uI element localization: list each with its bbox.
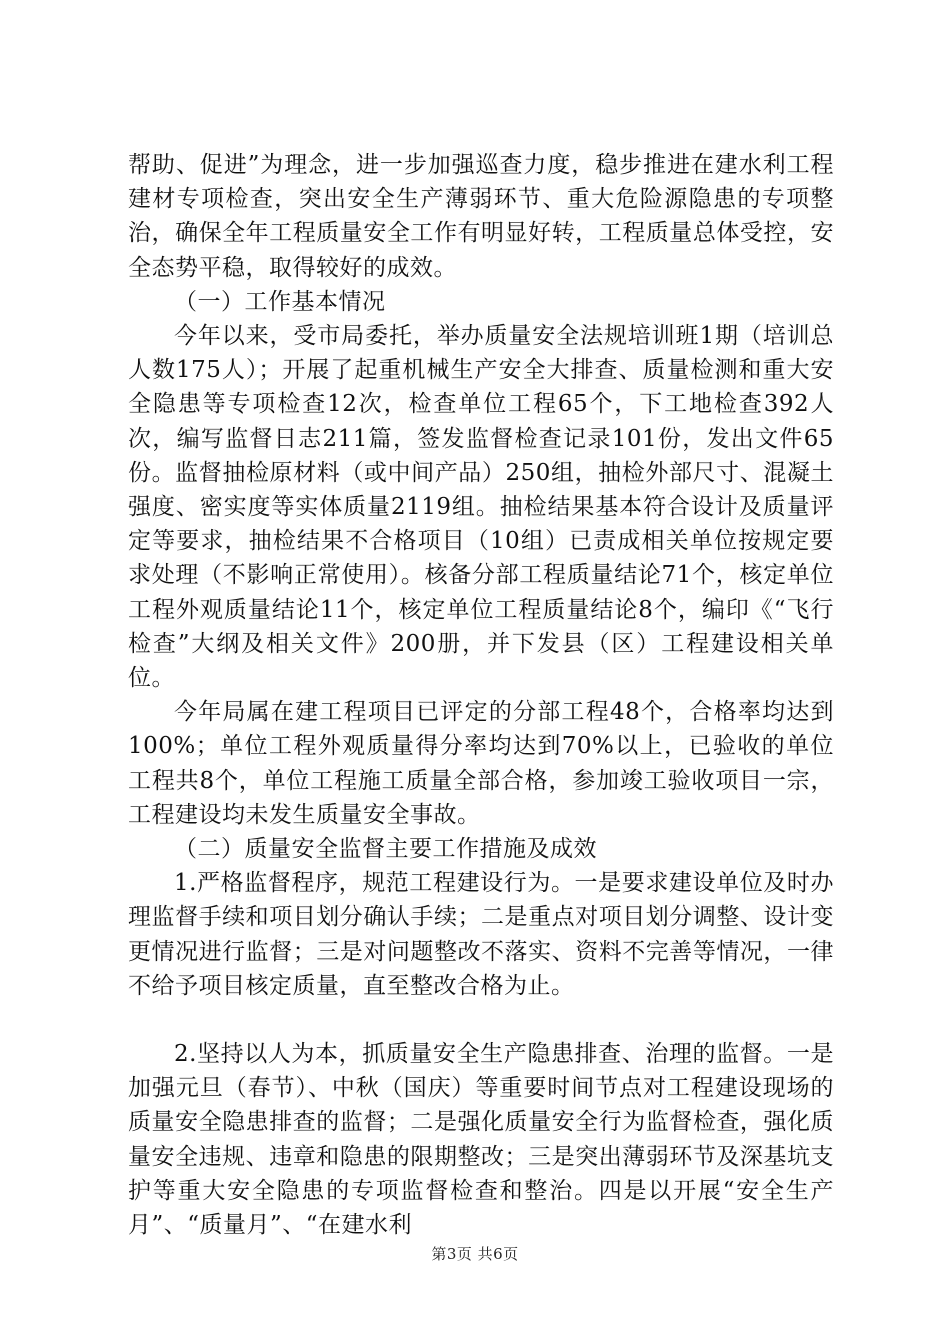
paragraph-measure-1: 1.严格监督程序，规范工程建设行为。一是要求建设单位及时办理监督手续和项目划分确认手续；二是重点对项目划分调整、设计变更情况进行监督；三是对问题整改不落实、资料不完善等情况，一律不给予项目核定质量，直至整改合格为止。 xyxy=(128,870,834,999)
paragraph-measure-2: 2.坚持以人为本，抓质量安全生产隐患排查、治理的监督。一是加强元旦（春节）、中秋（国庆）等重要时间节点对工程建设现场的质量安全隐患排查的监督；二是强化质量安全行为监督检查，强化质量安全违规、违章和隐患的限期整改；三是突出薄弱环节及深基坑支护等重大安全隐患的专项监督检查和整治。四是以开展“安全生产月”、“质量月”、“在建水利 xyxy=(128,1041,834,1239)
section-heading-measures: （二）质量安全监督主要工作措施及成效 xyxy=(174,836,597,863)
page-footer: 第3页 共6页 xyxy=(431,1245,519,1263)
paragraph-spacer xyxy=(128,1003,834,1037)
paragraph-work-statistics: 今年以来，受市局委托，举办质量安全法规培训班1期（培训总人数175人）；开展了起重机械生产安全大排查、质量检测和重大安全隐患等专项检查12次，检查单位工程65个，下工地检查392人次，编写监督日志211篇，签发监督检查记录101份，发出文件65份。监督抽检原材料（或中间产品）250组，抽检外部尺寸、混凝土强度、密实度等实体质量2119组。抽检结果基本符合设计及质量评定等要求，抽检结果不合格项目（10组）已责成相关单位按规定要求处理（不影响正常使用）。核备分部工程质量结论71个，核定单位工程外观质量结论11个，核定单位工程质量结论8个，编印《“飞行检查”大纲及相关文件》200册，并下发县（区）工程建设相关单位。 xyxy=(128,323,834,692)
document-body xyxy=(128,148,834,1242)
section-heading-basic-situation: （一）工作基本情况 xyxy=(174,288,386,315)
paragraph-project-evaluation: 今年局属在建工程项目已评定的分部工程48个，合格率均达到100%；单位工程外观质量得分率均达到70%以上，已验收的单位工程共8个，单位工程施工质量全部合格，参加竣工验收项目一宗，工程建设均未发生质量安全事故。 xyxy=(128,699,834,828)
paragraph-continuation: 帮助、促进”为理念，进一步加强巡查力度，稳步推进在建水利工程建材专项检查，突出安全生产薄弱环节、重大危险源隐患的专项整治，确保全年工程质量安全工作有明显好转，工程质量总体受控，安全态势平稳，取得较好的成效。 xyxy=(128,152,834,281)
